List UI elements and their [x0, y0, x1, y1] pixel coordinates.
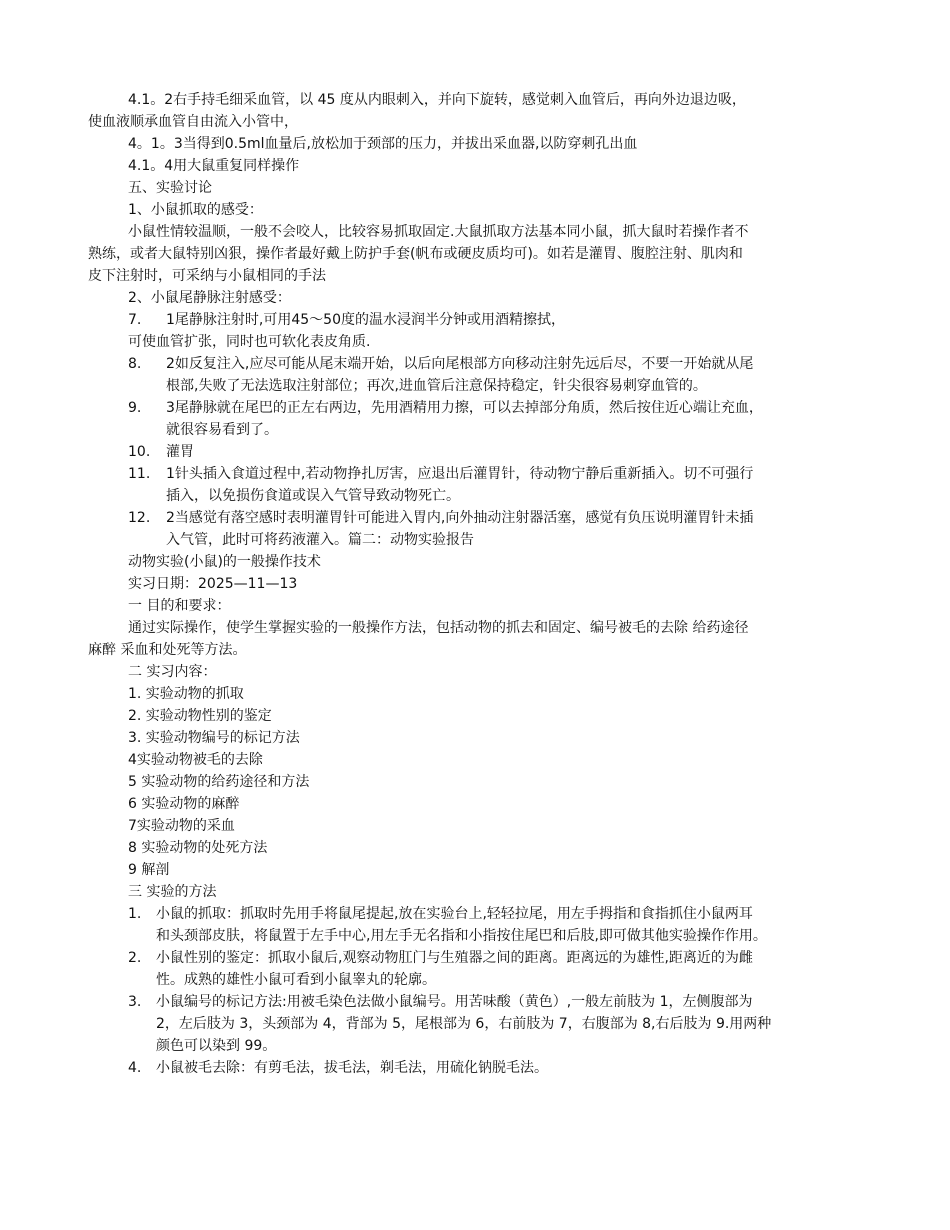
item-text: 小鼠编号的标记方法:用被毛染色法做小鼠编号。用苦味酸（黄色）,一般左前肢为 1，左侧腹部为	[156, 994, 753, 1010]
text-line: 小鼠性情较温顺，一般不会咬人，比较容易抓取固定.大鼠抓取方法基本同小鼠，抓大鼠时若操作者不	[128, 224, 749, 240]
text-line: 就很容易看到了。	[166, 422, 278, 438]
item-text: 3尾静脉就在尾巴的正左右两边，先用酒精用力擦，可以去掉部分角质，然后按住近心端让充血，	[166, 400, 763, 416]
item-number: 9.	[128, 400, 142, 416]
item-text: 1尾静脉注射时,可用45～50度的温水浸润半分钟或用酒精擦拭，	[166, 312, 565, 328]
item-text: 小鼠性别的鉴定：抓取小鼠后,观察动物肛门与生殖器之间的距离。距离远的为雄性,距离近的为雌	[156, 950, 753, 966]
section-heading: 三 实验的方法	[128, 884, 217, 900]
item-number: 3.	[128, 994, 142, 1010]
item-text: 小鼠被毛去除：有剪毛法，拔毛法，剃毛法，用硫化钠脱毛法。	[156, 1060, 548, 1076]
item-number: 1.	[128, 906, 142, 922]
list-item: 4实验动物被毛的去除	[128, 752, 263, 768]
list-item: 7实验动物的采血	[128, 818, 235, 834]
text-line: 根部,失败了无法选取注射部位；再次,进血管后注意保持稳定，针尖很容易刺穿血管的。	[166, 378, 707, 394]
text-line: 通过实际操作，使学生掌握实验的一般操作方法，包括动物的抓去和固定、编号被毛的去除 给药途径	[128, 620, 749, 636]
text-line: 2，左后肢为 3，头颈部为 4，背部为 5，尾根部为 6，右前肢为 7，右腹部为 8,右后肢为 9.用两种	[156, 1016, 772, 1032]
item-text: 2当感觉有落空感时表明灌胃针可能进入胃内,向外抽动注射器活塞，感觉有负压说明灌胃针未插	[166, 510, 754, 526]
document-title: 动物实验(小鼠)的一般操作技术	[128, 554, 321, 570]
item-number: 4.	[128, 1060, 142, 1076]
text-line: 插入，以免损伤食道或误入气管导致动物死亡。	[166, 488, 460, 504]
text-line: 麻醉 采血和处死等方法。	[88, 642, 247, 658]
text-line: 性。成熟的雄性小鼠可看到小鼠睾丸的轮廓。	[156, 972, 436, 988]
text-line: 和头颈部皮肤，将鼠置于左手中心,用左手无名指和小指按住尾巴和后肢,即可做其他实验操作作用。	[156, 928, 767, 944]
list-item: 1. 实验动物的抓取	[128, 686, 244, 702]
list-item: 9 解剖	[128, 862, 170, 878]
text-line: 颜色可以染到 99。	[156, 1038, 277, 1054]
text-line: 入气管，此时可将药液灌入。篇二：动物实验报告	[166, 532, 474, 548]
text-line: 皮下注射时，可采纳与小鼠相同的手法	[88, 268, 326, 284]
text-line: 使血液顺承血管自由流入小管中，	[88, 114, 298, 130]
subsection-heading: 1、小鼠抓取的感受：	[128, 202, 263, 218]
section-heading: 一 目的和要求：	[128, 598, 231, 614]
item-number: 2.	[128, 950, 142, 966]
item-number: 11.	[128, 466, 151, 482]
subsection-heading: 2、小鼠尾静脉注射感受：	[128, 290, 291, 306]
item-number: 10.	[128, 444, 151, 460]
item-text: 小鼠的抓取：抓取时先用手将鼠尾提起,放在实验台上,轻轻拉尾，用左手拇指和食指抓住小鼠两耳	[156, 906, 753, 922]
text-line: 熟练，或者大鼠特别凶狠，操作者最好戴上防护手套(帆布或硬皮质均可)。如若是灌胃、腹腔注射、肌肉和	[88, 246, 743, 262]
section-heading: 二 实习内容：	[128, 664, 217, 680]
item-text: 2如反复注入,应尽可能从尾末端开始，以后向尾根部方向移动注射先远后尽，不要一开始就从尾	[166, 356, 754, 372]
list-item: 6 实验动物的麻醉	[128, 796, 240, 812]
list-item: 8 实验动物的处死方法	[128, 840, 268, 856]
section-heading: 五、实验讨论	[128, 180, 212, 196]
text-line: 4.1。2右手持毛细采血管，以 45 度从内眼刺入，并向下旋转，感觉刺入血管后，再向外边退边吸，	[128, 92, 746, 108]
item-text: 1针头插入食道过程中,若动物挣扎厉害，应退出后灌胃针，待动物宁静后重新插入。切不可强行	[166, 466, 754, 482]
text-line: 4.1。4用大鼠重复同样操作	[128, 158, 300, 174]
practice-date: 实习日期：2025—11—13	[128, 576, 298, 592]
list-item: 3. 实验动物编号的标记方法	[128, 730, 300, 746]
item-number: 12.	[128, 510, 151, 526]
list-item: 5 实验动物的给药途径和方法	[128, 774, 310, 790]
list-item: 2. 实验动物性别的鉴定	[128, 708, 272, 724]
item-number: 8.	[128, 356, 142, 372]
item-number: 7.	[128, 312, 142, 328]
text-line: 可使血管扩张，同时也可软化表皮角质.	[128, 334, 371, 350]
text-line: 4。1。3当得到0.5ml血量后,放松加于颈部的压力，并拔出采血器,以防穿刺孔出血	[128, 136, 638, 152]
item-text: 灌胃	[166, 444, 194, 460]
